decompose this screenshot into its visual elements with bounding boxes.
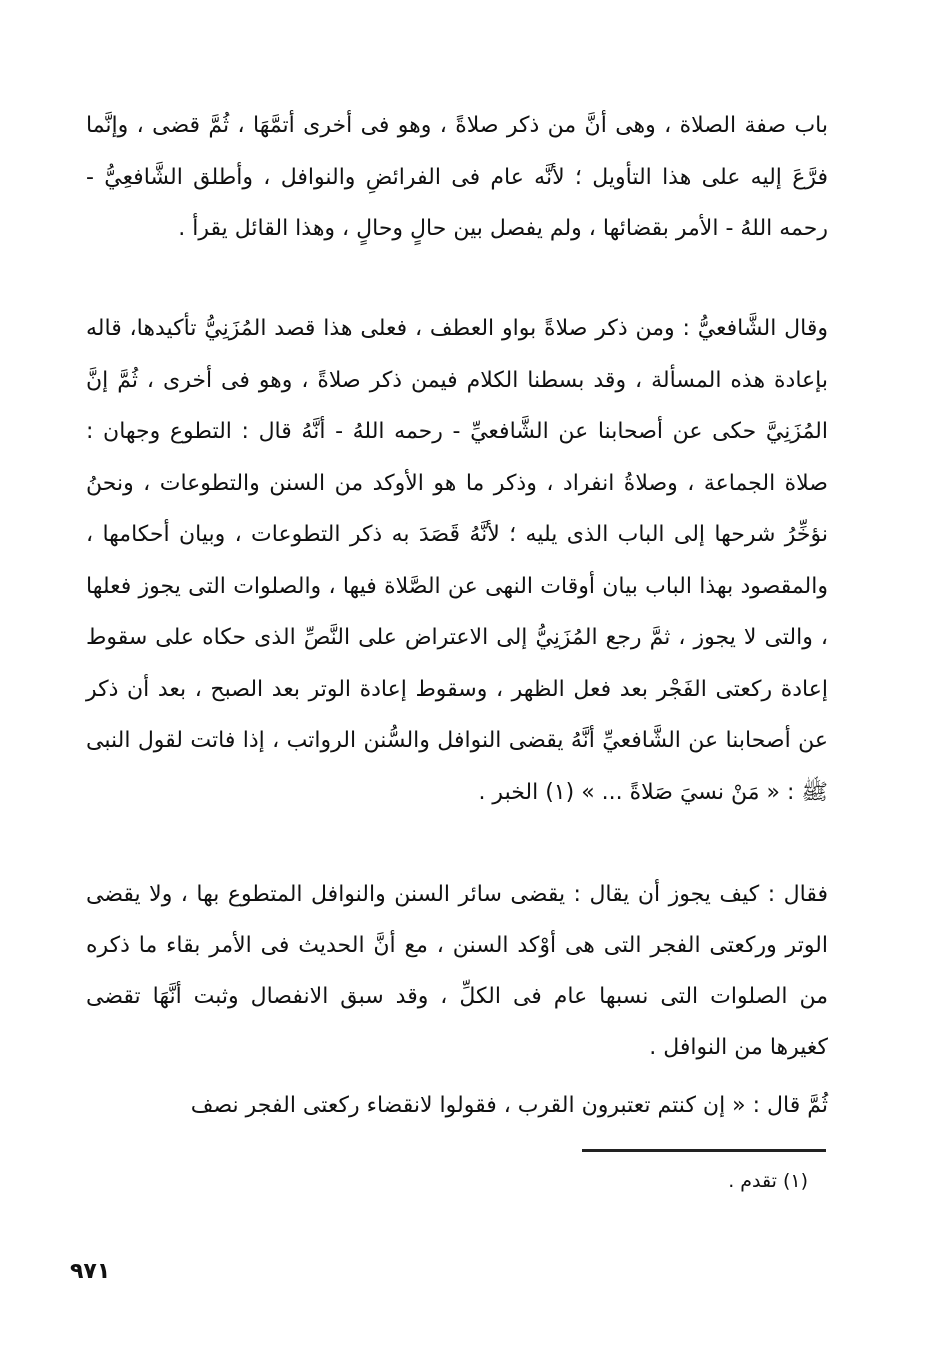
footnote-separator bbox=[582, 1149, 826, 1152]
paragraph-4: ثُمَّ قال : « إن كنتم تعتبرون القرب ، فقولوا لانقضاء ركعتى الفجر نصف bbox=[190, 1093, 828, 1118]
page-number: ٩٧١ bbox=[70, 1259, 111, 1284]
paragraph-1: باب صفة الصلاة ، وهى أنَّ من ذكر صلاةً ، وهو فى أخرى أتمَّهَا ، ثُمَّ قضى ، وإنَّما فرَّعَ إليه على هذا التأويل ؛ لأنَّه عام فى الفرائضِ والنوافل ، وأطلق الشَّافعِيُّ - رحمه اللهُ - الأمر بقضائها ، ولم يفصل بين حالٍ وحالٍ ، وهذا القائل يقرأ . bbox=[86, 113, 828, 241]
paragraph-3: فقال : كيف يجوز أن يقال : يقضى سائر السنن والنوافل المتطوع بها ، ولا يقضى الوتر وركعتى الفجر التى هى أوْكد السنن ، مع أنَّ الحديث فى الأمر بقاء ما ذكره من الصلوات التى نسبها عام فى الكلِّ ، وقد سبق الانفصال وثبت أنَّهَا تقضى كغيرها من النوافل . bbox=[86, 882, 828, 1060]
footnote: (١) تقدم . bbox=[728, 1170, 808, 1192]
paragraph-2: وقال الشَّافعيُّ : ومن ذكر صلاةً بواو العطف ، فعلى هذا قصد المُزَنِيُّ تأكيدها، قاله بإعادة هذه المسألة ، وقد بسطنا الكلام فيمن ذكر صلاةً ، وهو فى أخرى ، ثُمَّ إنَّ المُزَنِيَّ حكى عن أصحابنا عن الشَّافعيِّ - رحمه اللهُ - أنَّهُ قال : التطوع وجهان : صلاة الجماعة ، وصلاةُ انفراد ، وذكر ما هو الأوكد من السنن والتطوعات ، ونحنُ نؤخِّرُ شرحها إلى الباب الذى يليه ؛ لأنَّهُ قَصَدَ به ذكر التطوعات ، وبيان أحكامها ، والمقصود بهذا الباب بيان أوقات النهى عن الصَّلاة فيها ، والصلوات التى يجوز فعلها ، والتى لا يجوز ، ثمَّ رجع المُزَنِيُّ إلى الاعتراض على النَّصِّ الذى حكاه على سقوط إعادة ركعتى الفَجْر بعد فعل الظهر ، وسقوط إعادة الوتر بعد الصبح ، بعد أن ذكر عن أصحابنا عن الشَّافعيِّ أنَّهُ يقضى النوافل والسُّنن الرواتب ، إذا فاتت لقول النبى ﷺ : « مَنْ نسيَ صَلاةً ... » (١) الخبر . bbox=[86, 316, 828, 805]
